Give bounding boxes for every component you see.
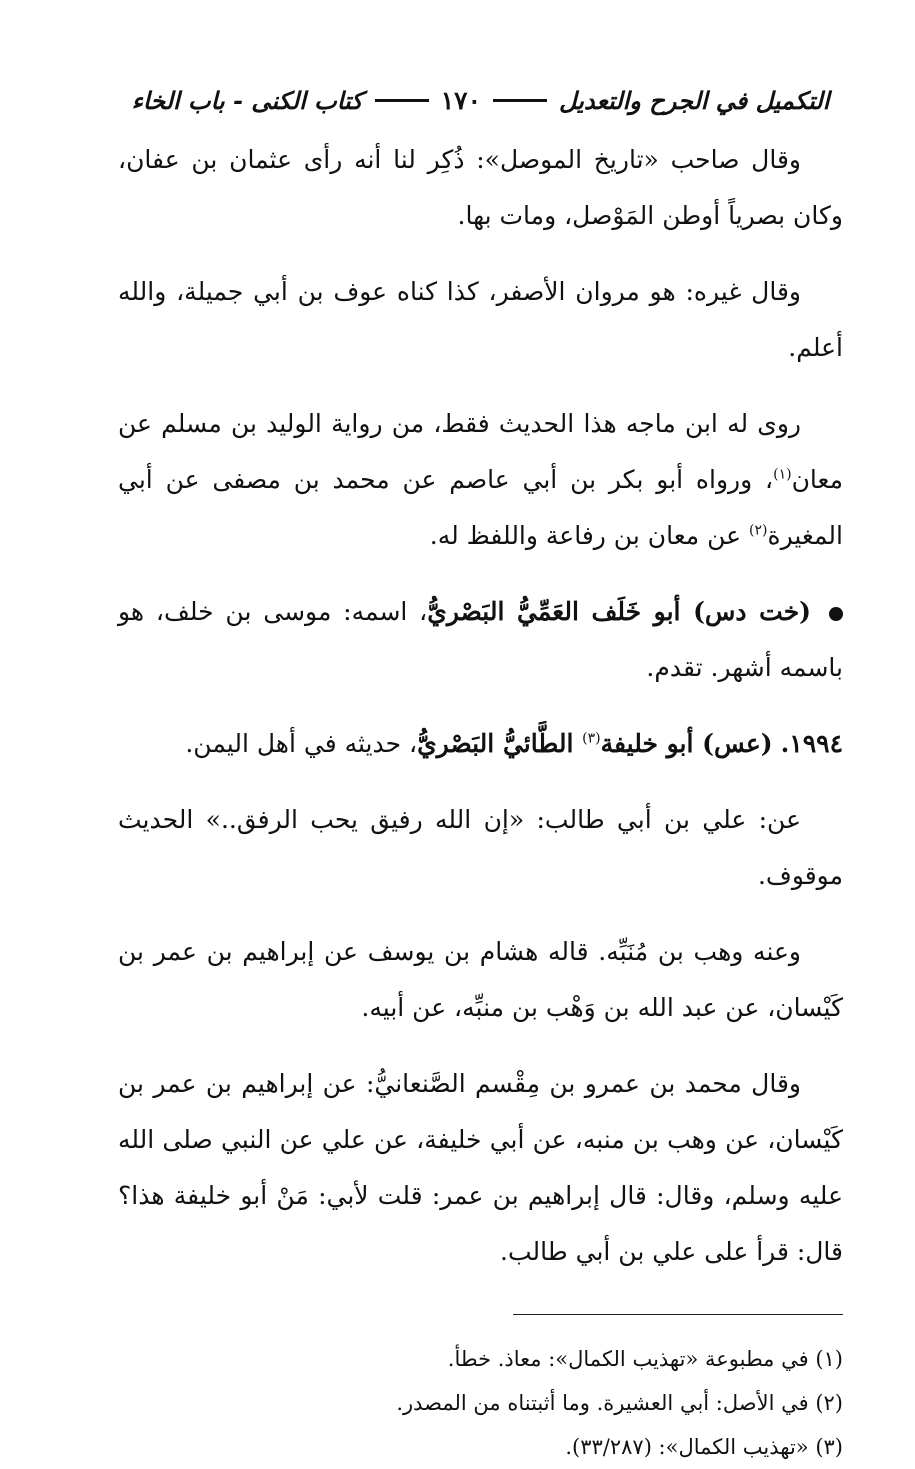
footnote-3: (٣) «تهذيب الكمال»: (٣٣/٢٨٧).	[565, 1435, 843, 1459]
paragraph-text: روى له ابن ماجه هذا الحديث فقط، من رواية الوليد بن مسلم عن معان	[118, 409, 843, 494]
header-book-title: التكميل في الجرح والتعديل	[559, 85, 830, 115]
paragraph-text: عن معان بن رفاعة واللفظ له.	[429, 521, 750, 550]
footnote-2: (٢) في الأصل: أبي العشيرة. وما أثبتناه من المصدر.	[396, 1391, 843, 1415]
footnote-marker: (١)	[773, 466, 792, 483]
entry-text: ، اسمه: موسى بن خلف، هو باسمه أشهر. تقدم.	[118, 597, 843, 682]
entry-1994-abu-khalifa	[118, 716, 843, 772]
entry-abu-khalaf	[118, 584, 843, 696]
footnote-separator	[513, 1314, 843, 1315]
header-dash	[493, 99, 547, 102]
entry-text: ، حديثه في أهل اليمن.	[185, 729, 418, 758]
footnote-marker: (٢)	[749, 522, 768, 539]
paragraph-text: ، ورواه أبو بكر بن أبي عاصم عن محمد بن مصفى عن أبي المغيرة	[118, 465, 843, 550]
page-number: ١٧٠	[440, 85, 482, 115]
paragraph-ibn-majah	[118, 396, 843, 564]
entry-name: (خت دس) أبو خَلَف العَمِّيُّ البَصْريُّ	[427, 597, 811, 626]
paragraph-other-saying: وقال غيره: هو مروان الأصفر، كذا كناه عوف بن أبي جميلة، والله أعلم.	[118, 277, 843, 362]
footnote-marker: (٣)	[582, 730, 601, 747]
running-header	[118, 78, 843, 122]
bullet-icon	[829, 607, 843, 621]
paragraph-narrated-by: وعنه وهب بن مُنَبِّه. قاله هشام بن يوسف عن إبراهيم بن عمر بن كَيْسان، عن عبد الله بن وَهْب بن منبِّه، عن أبيه.	[118, 937, 843, 1022]
entry-name: الطَّائيُّ البَصْريُّ	[417, 729, 583, 758]
paragraph-mosul-history: وقال صاحب «تاريخ الموصل»: ذُكِر لنا أنه رأى عثمان بن عفان، وكان بصرياً أوطن المَوْصل، ومات بها.	[118, 145, 843, 230]
paragraph-narrated-from: عن: علي بن أبي طالب: «إن الله رفيق يحب الرفق..» الحديث موقوف.	[118, 805, 843, 890]
footnote-1: (١) في مطبوعة «تهذيب الكمال»: معاذ. خطأ.	[447, 1347, 843, 1371]
header-section-title: كتاب الكنى - باب الخاء	[131, 85, 363, 115]
paragraph-muhammad-ibn-amr: وقال محمد بن عمرو بن مِقْسم الصَّنعانيُّ: عن إبراهيم بن عمر بن كَيْسان، عن وهب بن منبه، عن أبي خليفة، عن علي عن النبي صلى الله عليه وسلم، وقال: قال إبراهيم بن عمر: قلت لأبي: مَنْ أبو خليفة هذا؟ قال: قرأ على علي بن أبي طالب.	[118, 1069, 843, 1266]
entry-name: (عس) أبو خليفة	[600, 729, 773, 758]
entry-number: ١٩٩٤.	[780, 729, 843, 758]
header-dash	[375, 99, 429, 102]
